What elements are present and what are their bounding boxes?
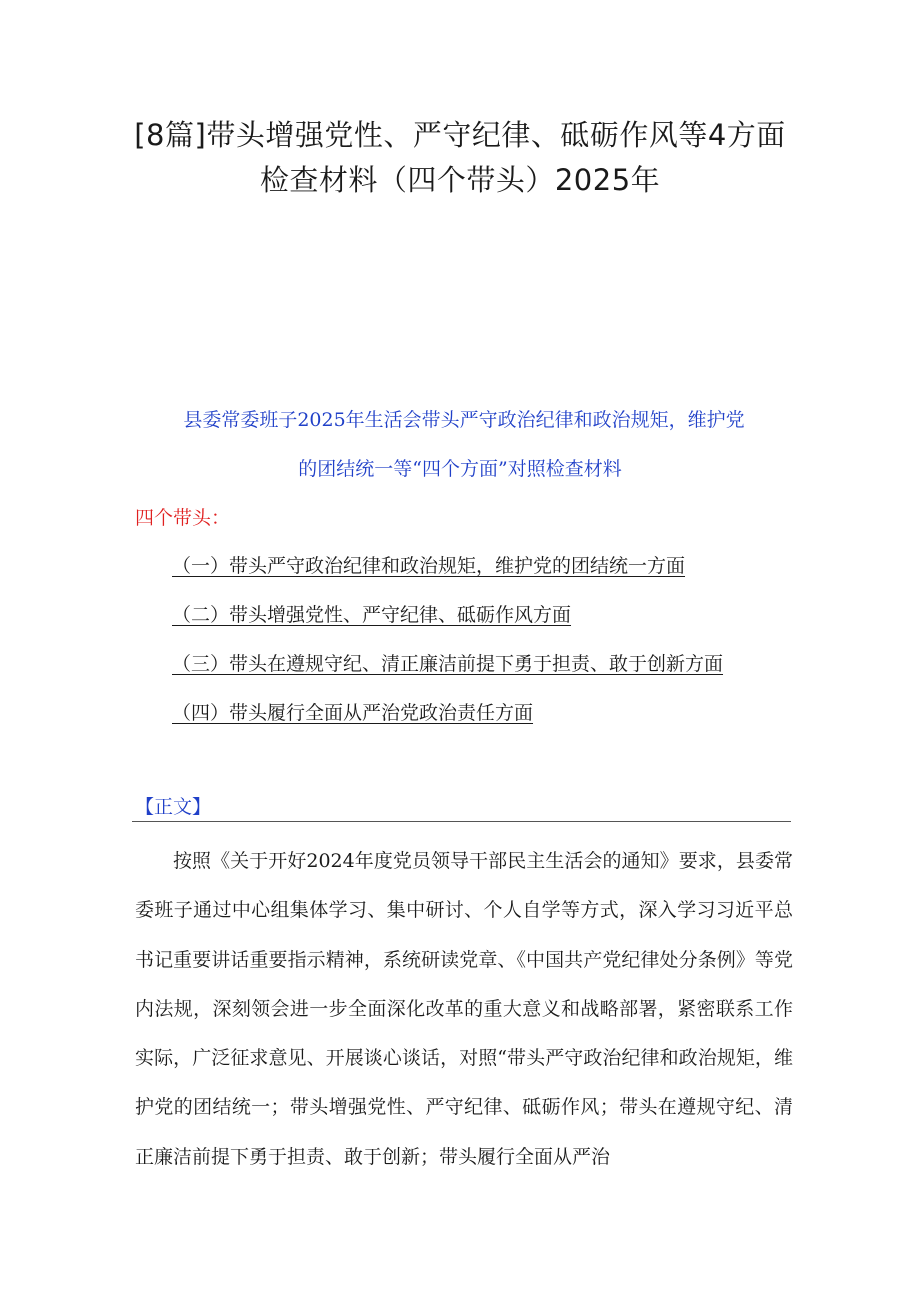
toc-link-4[interactable]: （四）带头履行全面从严治党政治责任方面 (172, 702, 534, 724)
document-title-line-1: [8篇]带头增强党性、严守纪律、砥砺作风等4方面 (134, 118, 786, 152)
toc-link-1[interactable]: （一）带头严守政治纪律和政治规矩，维护党的团结统一方面 (172, 555, 686, 577)
toc-heading: 四个带头： (135, 507, 231, 529)
subtitle-line-1: 县委常委班子2025年生活会带头严守政治纪律和政治规矩，维护党 (183, 409, 745, 431)
toc-link-2[interactable]: （二）带头增强党性、严守纪律、砥砺作风方面 (172, 604, 572, 626)
document-title-line-2: 检查材料（四个带头）2025年 (259, 163, 661, 197)
subtitle-line-2: 的团结统一等“四个方面”对照检查材料 (298, 458, 622, 480)
body-paragraph: 按照《关于开好2024年度党员领导干部民主生活会的通知》要求，县委常委班子通过中心组集体学习、集中研讨、个人自学等方式，深入学习习近平总书记重要讲话重要指示精神，系统研读党章、《中国共产党纪律处分条例》等党内法规，深刻领会进一步全面深化改革的重大意义和战略部署，紧密联系工作实际，广泛征求意见、开展谈心谈话，对照“带头严守政治纪律和政治规矩，维护党的团结统一；带头增强党性、严守纪律、砥砺作风；带头在遵规守纪、清正廉洁前提下勇于担责、敢于创新；带头履行全面从严治 (135, 850, 793, 1168)
section-label-main-text: 【正文】 (135, 796, 212, 818)
toc-link-3[interactable]: （三）带头在遵规守纪、清正廉洁前提下勇于担责、敢于创新方面 (172, 653, 724, 675)
section-divider (132, 821, 791, 822)
